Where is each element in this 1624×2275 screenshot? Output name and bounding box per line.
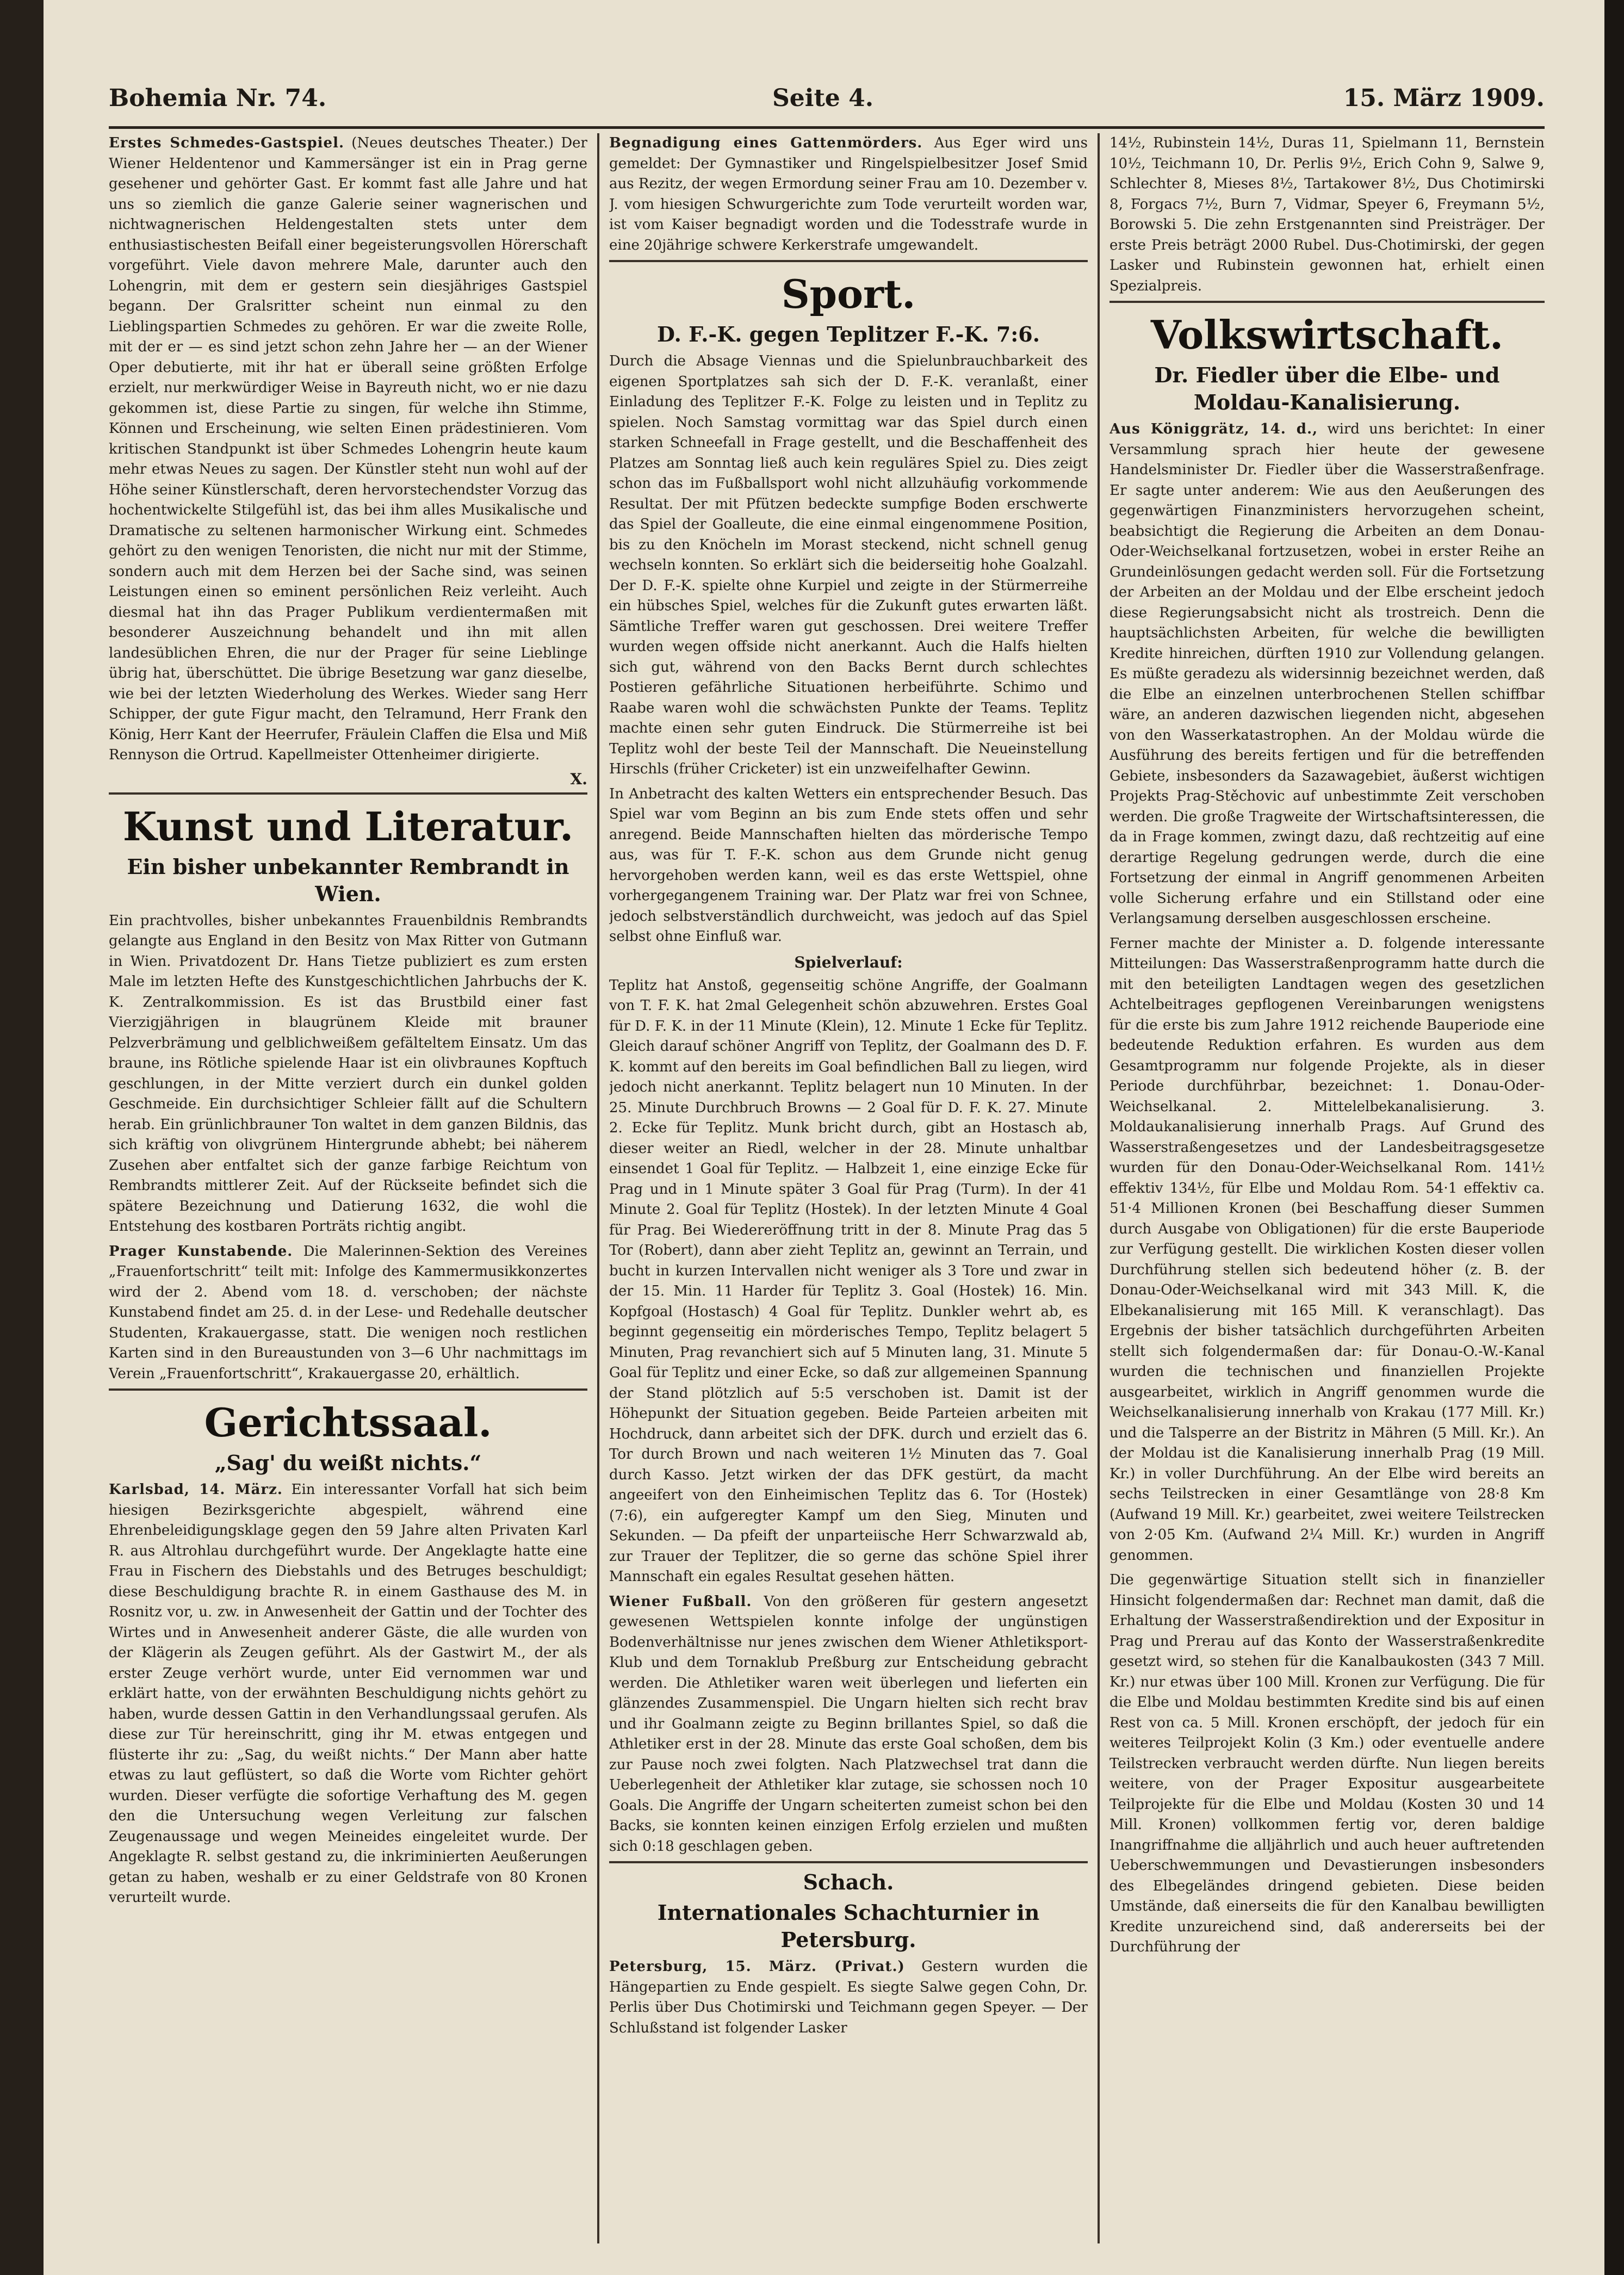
section-title-kunst: Kunst und Literatur. xyxy=(122,803,574,850)
article-headline-gericht: „Sag' du weißt nichts.“ xyxy=(214,1450,482,1475)
article-headline-kanalisierung: Dr. Fiedler über die Elbe- und Moldau-Kanalisierung. xyxy=(1154,363,1500,414)
header-page-number: Seite 4. xyxy=(772,84,874,112)
article-wiener-fussball xyxy=(609,1592,1088,1857)
article-signature: X. xyxy=(570,770,587,788)
article-body: Ein interessanter Vorfall hat sich beim hiesigen Bezirksgerichte abgespielt, während eine Ehrenbeleidigungsklage gegen den 59 Jahre alten Privaten Karl R. aus Altrohlau durchgeführt wurde. Der Angeklagte hatte eine Frau in Fischern des Diebstahls und des Betruges beschuldigt; diese Beschuldigung brachte R. in einem Gasthause des M. in Rosnitz vor, u. zw. in Anwesenheit der Gattin und der Tochter des Wirtes und in Anwesenheit anderer Gäste, die alle wurden von der Klägerin als Zeugen geführt. Als der Gastwirt M., der als erster Zeuge verhört wurde, unter Eid vernommen war und erklärt hatte, von der erwähnten Beschuldigung nichts gehört zu haben, wurde dessen Gattin in den Verhandlungssaal gerufen. Als diese zur Tür hereinschritt, ging ihr M. etwas entgegen und flüsterte ihr zu: „Sag, du weißt nichts.“ Der Mann aber hatte etwas zu laut geflüstert, so daß die Worte vom Richter gehört wurden. Dieser verfügte die sofortige Verhaftung des M. gegen den die Untersuchung wegen Verleitung zur falschen Zeugenaussage und wegen Meineides eingeleitet wurde. Der Angeklagte R. selbst gestand zu, die inkriminierten Aeußerungen getan zu haben, weshalb er zu einer Geldstrafe von 80 Kronen verurteilt wurde. xyxy=(109,1481,587,1906)
section-divider xyxy=(1109,301,1545,303)
article-kanalisierung-3: Die gegenwärtige Situation stellt sich in finanzieller Hinsicht folgendermaßen dar: Rechnet man damit, daß die Erhaltung der Wasserstraßendirektion und der Expositur in Prag und Prerau auf das Konto der Wasserstraßenkredite gesetzt wird, so stehen für die Kanalbaukosten (343 7 Mill. Kr.) nur etwas über 100 Mill. Kronen zur Verfügung. Die für die Elbe und Moldau bestimmten Kredite sind bis auf einen Rest von ca. 5 Mill. Kronen erschöpft, der jedoch für ein weiteres Teilprojekt Kolin (3 Km.) oder eventuelle andere Teilstrecken verbraucht werden dürfte. Nun liegen bereits weitere, von der Prager Expositur ausgearbeitete Teilprojekte für die Elbe und Moldau (Kosten 30 und 14 Mill. Kronen) vollkommen fertig vor, deren baldige Inangriffnahme die alljährlich und auch heuer auftretenden Ueberschwemmungen und Devastierungen insbesonders des Elbegeländes dringend gebieten. Diese beiden Umstände, daß einerseits die für den Kanalbau bewilligten Kredite unzureichend sind, daß andererseits bei der Durchführung der xyxy=(1109,1572,1545,1955)
header-issue: Bohemia Nr. 74. xyxy=(109,84,327,112)
article-headline-rembrandt: Ein bisher unbekannter Rembrandt in Wien. xyxy=(127,854,569,906)
column-1 xyxy=(109,133,587,2243)
article-kanalisierung xyxy=(1109,419,1545,929)
article-lead: Begnadigung eines Gattenmörders. xyxy=(609,135,923,151)
article-body: wird uns berichtet: In einer Versammlung sprach hier heute der gewesene Handelsminister Dr. Fiedler über die Wasserstraßenfrage. Er sagte unter anderem: Wie aus den Aeußerungen des gegenwärtigen Finanzministers hervorzugehen scheint, beabsichtigt die Regierung die Arbeiten an dem Donau-Oder-Weichselkanal fortzusetzen, wobei in erster Reihe an Grundeinlösungen gedacht werden soll. Für die Fortsetzung der Arbeiten an der Moldau und der Elbe erscheint jedoch diese Regierungsabsicht nicht als trostreich. Denn die hauptsächlichsten Arbeiten, für welche die bewilligten Kredite hinreichen, dürften 1910 zur Vollendung gelangen. Es müßte geradezu als widersinnig bezeichnet werden, daß die Elbe an einzelnen unterbrochenen Stellen schiffbar wäre, an anderen dazwischen liegenden nicht, abgesehen von den Wasserkatastrophen. An der Moldau würde die Ausführung des bereits fertigen und für die betreffenden Gebiete, insbesonders da Sazawagebiet, äußerst wichtigen Projekts Prag-Stěchovic auf unbestimmte Zeit verschoben werden. Die große Tragweite der Wirtschaftsinteressen, die da in Frage kommen, zwingt dazu, daß rechtzeitig auf eine derartige Regelung gedrungen werde, durch die eine Fortsetzung der einmal in Angriff genommenen Arbeiten volle Sicherung erfahre und ein Stillstand oder eine Verlangsamung derselben ausgeschlossen erscheine. xyxy=(1109,421,1545,927)
article-body: Gestern wurden die Hängepartien zu Ende gespielt. Es siegte Salwe gegen Cohn, Dr. Perlis über Dus Chotimirski und Teichmann gegen Speyer. — Der Schlußstand ist folgender Lasker xyxy=(609,1958,1088,2036)
article-begnadigung xyxy=(609,133,1088,256)
page-header xyxy=(109,84,1545,122)
column-2 xyxy=(609,133,1088,2243)
article-body: Von den größeren für gestern angesetzt gewesenen Wettspielen konnte infolge der ungünstigen Bodenverhältnisse nur jenes zwischen dem Wiener Athletiksport-Klub und dem Tornaklub Preßburg zur Entscheidung gebracht werden. Die Athletiker waren weit überlegen und lieferten ein glänzendes Zusammenspiel. Die Ungarn hielten sich recht brav und ihr Goalmann zeigte zu Beginn brillantes Spiel, so daß die Athletiker erst in der 28. Minute das erste Goal schoßen, dem bis zur Pause noch zwei folgten. Nach Platzwechsel trat dann die Ueberlegenheit der Athletiker klar zutage, sie schossen noch 10 Goals. Die Angriffe der Ungarn scheiterten zumeist schon bei den Backs, sie konnten keinen einzigen Erfolg erzielen und mußten sich 0:18 geschlagen geben. xyxy=(609,1593,1088,1855)
article-lead: Prager Kunstabende. xyxy=(109,1243,293,1260)
article-karlsbad xyxy=(109,1480,587,1908)
section-title-volkswirtschaft: Volkswirtschaft. xyxy=(1150,312,1504,358)
column-rule xyxy=(597,133,599,2243)
section-title-schach: Schach. xyxy=(803,1870,894,1894)
article-football-2: In Anbetracht des kalten Wetters ein entsprechender Besuch. Das Spiel war vom Beginn an bis zum Ende stets offen und sehr anregend. Beide Mannschaften hielten das mörderische Tempo aus, was für T. F.-K. schon aus dem Grunde nicht genug hervorgehoben werden kann, weil es das erste Wettspiel, ohne vorhergegangenem Training war. Der Platz war frei von Schnee, jedoch selbstverständlich durchweicht, was jedoch auf das Spiel selbst ohne Einfluß war. xyxy=(609,785,1088,945)
article-schach xyxy=(609,1957,1088,2038)
article-body: Die Malerinnen-Sektion des Vereines „Frauenfortschritt“ teilt mit: Infolge des Kammermusikkonzertes wird der 2. Abend vom 18. d. verschoben; der nächste Kunstabend findet am 25. d. in der Lese- und Redehalle deutscher Studenten, Krakauergasse, statt. Die wenigen noch restlichen Karten sind in den Bureaustunden von 3—6 Uhr nachmittags im Verein „Frauenfortschritt“, Krakauergasse 20, erhältlich. xyxy=(109,1243,587,1382)
column-rule xyxy=(1098,133,1100,2243)
section-divider xyxy=(609,260,1088,262)
section-title-sport: Sport. xyxy=(781,271,916,317)
section-title-gerichtssaal: Gerichtssaal. xyxy=(204,1399,492,1446)
section-divider xyxy=(109,792,587,795)
article-lead: Wiener Fußball. xyxy=(609,1593,752,1610)
article-body: Aus Eger wird uns gemeldet: Der Gymnastiker und Ringelspielbesitzer Josef Smid aus Rezitz, der wegen Ermordung seiner Frau am 10. Dezember v. J. vom hiesigen Schwurgerichte zum Tode verurteilt worden war, ist vom Kaiser begnadigt worden und die Todesstrafe wurde in eine 20jährige schwere Kerkerstrafe umgewandelt. xyxy=(609,135,1088,253)
article-lead: Erstes Schmedes-Gastspiel. xyxy=(109,135,344,151)
column-3 xyxy=(1109,133,1545,2243)
article-body: (Neues deutsches Theater.) Der Wiener Heldentenor und Kammersänger ist ein in Prag gerne gesehener und gehörter Gast. Er kommt fast alle Jahre und hat uns so ziemlich die ganze Galerie seiner wagnerischen und nichtwagnerischen Heldengestalten stets unter dem enthusiastischesten Beifall einer begeisterungsvollen Hörerschaft vorgeführt. Viele davon mehrere Male, darunter auch den Lohengrin, mit dem er gestern sein diesjähriges Gastspiel begann. Der Gralsritter scheint nun einmal zu den Lieblingspartien Schmedes zu gehören. Er war die zweite Rolle, mit der er — es sind jetzt schon zehn Jahre her — an der Wiener Oper debutierte, mit ihr hat er überall seine größten Erfolge erzielt, nur merkwürdiger Weise in Bayreuth nicht, wo er nie dazu gekommen ist, diese Partie zu singen, für welche ihn Stimme, Können und Erscheinung, wie selten Einen prädestinieren. Vom kritischen Standpunkt ist über Schmedes Lohengrin heute kaum mehr etwas Neues zu sagen. Der Künstler steht nun wohl auf der Höhe seiner Künstlerschaft, deren hervorstechendster Vorzug das hochentwickelte Stilgefühl ist, das bei ihm alles Musikalische und Dramatische zu seltenen harmonischer Wirkung eint. Schmedes gehört zu den wenigen Tenoristen, die nicht nur mit der Stimme, sondern auch mit dem Herzen bei der Sache sind, was seinen Leistungen einen so eminent persönlichen Reiz verleiht. Auch diesmal hat ihn das Prager Publikum verdientermaßen mit besonderer Auszeichnung behandelt und ihn mit allen landesüblichen Ehren, die nur der Prager für seine Lieblinge übrig hat, überschüttet. Die übrige Besetzung war ganz dieselbe, wie bei der letzten Wiederholung des Werkes. Wieder sang Herr Schipper, der gute Figur macht, den Telramund, Herr Frank den König, Herr Kant der Heerrufer, Fräulein Claffen die Elsa und Miß Rennyson die Ortrud. Kapellmeister Ottenheimer dirigierte. xyxy=(109,135,587,763)
article-headline-football: D. F.-K. gegen Teplitzer F.-K. 7:6. xyxy=(657,322,1040,346)
article-lead: Petersburg, 15. März. (Privat.) xyxy=(609,1958,905,1975)
scan-border xyxy=(0,0,44,2275)
article-lead: Aus Königgrätz, 14. d., xyxy=(1109,421,1318,437)
article-spielverlauf: Teplitz hat Anstoß, gegenseitig schöne Angriffe, der Goalmann von T. F. K. hat 2mal Gelegenheit schön abzuwehren. Erstes Goal für D. F. K. in der 11 Minute (Klein), 12. Minute 1 Ecke für Teplitz. Gleich darauf schöner Angriff von Teplitz, der Goalmann des D. F. K. kommt auf den bereits im Goal befindlichen Ball zu liegen, wird jedoch nicht anerkannt. Teplitz belagert nun 10 Minuten. In der 25. Minute Durchbruch Browns — 2 Goal für D. F. K. 27. Minute 2. Ecke für Teplitz. Munk bricht durch, gibt an Hostasch ab, dieser weiter an Riedl, welcher in der 28. Minute unhaltbar einsendet 1 Goal für Teplitz. — Halbzeit 1, eine einzige Ecke für Prag und in 1 Minute später 3 Goal für Prag (Turm). In der 41 Minute 2. Goal für Teplitz (Hostek). In der letzten Minute 4 Goal für Prag. Bei Wiedereröffnung tritt in der 8. Minute Prag das 5 Tor (Robert), dann aber zieht Teplitz an, gewinnt an Terrain, und bucht in kurzen Intervallen nicht weniger als 3 Tore und zwar in der 15. Min. 11 Harder für Teplitz 3. Goal (Hostek) 16. Min. Kopfgoal (Hostasch) 4 Goal für Teplitz. Dunkler wehrt ab, es beginnt gegenseitig ein mörderisches Tempo, Teplitz belagert 5 Minuten, Prag revanchiert sich auf 5 Minuten lang, 31. Minute 5 Goal für Teplitz und einer Ecke, so daß zur allgemeinen Spannung der Stand plötzlich auf 5:5 verschoben ist. Damit ist der Höhepunkt der Situation gegeben. Beide Parteien arbeiten mit Hochdruck, dann arbeitet sich der DFK. durch und erzielt das 6. Tor durch Brown und nach weiteren 1½ Minuten das 7. Goal durch Kasso. Jetzt wirken der das DFK gestürt, da macht angeeifert von den Einheimischen Teplitz das 6. Tor (Hostek) (7:6), ein aufgeregter Kampf um den Sieg, Minuten und Sekunden. — Da pfeift der unparteiische Herr Schwarzwald ab, zur Trauer der Teplitzer, die so gerne das schöne Spiel ihrer Mannschaft ein egales Resultat gesehen hätten. xyxy=(609,977,1088,1585)
section-divider xyxy=(609,1861,1088,1863)
article-lead: Karlsbad, 14. März. xyxy=(109,1481,283,1498)
spielverlauf-heading: Spielverlauf: xyxy=(794,953,903,971)
header-date: 15. März 1909. xyxy=(1343,84,1545,112)
article-football: Durch die Absage Viennas und die Spielunbrauchbarkeit des eigenen Sportplatzes sah sich der D. F.-K. veranlaßt, einer Einladung des Teplitzer F.-K. Folge zu leisten und in Teplitz zu spielen. Noch Samstag vormittag war das Spiel durch einen starken Schneefall in Frage gestellt, und die Beschaffenheit des Platzes am Sonntag ließ auch kein reguläres Spiel zu. Dies zeigt schon das im Fußballsport wohl nicht allzuhäufig vorkommende Resultat. Der mit Pfützen bedeckte sumpfige Boden erschwerte das Spiel der Goalleute, die eine einmal eingenommene Position, bis zu den Knöcheln im Morast steckend, nicht schnell genug wechseln konnten. So erklärt sich die beiderseitig hohe Goalzahl. Der D. F.-K. spielte ohne Kurpiel und zeigte in der Stürmerreihe ein hübsches Spiel, welches für die Zukunft gutes erwarten läßt. Sämtliche Treffer waren gut geschossen. Drei weitere Treffer wurden wegen offside nicht anerkannt. Auch die Halfs hielten sich gut, während von den Backs Bernt durch schlechtes Postieren gefährliche Situationen herbeiführte. Schimo und Raabe waren wohl die schwächsten Punkte der Teams. Teplitz machte einen sehr guten Eindruck. Die Stürmerreihe ist bei Teplitz wohl der beste Teil der Mannschaft. Die Neueinstellung Hirschls (früher Cricketer) ist ein unzweifelhafter Gewinn. xyxy=(609,353,1088,777)
article-schmedes xyxy=(109,133,587,766)
article-kunstabende xyxy=(109,1242,587,1385)
section-divider xyxy=(109,1388,587,1391)
article-kanalisierung-2: Ferner machte der Minister a. D. folgende interessante Mitteilungen: Das Wasserstraßenprogramm hatte durch die mit den beteiligten Landtagen wegen des gesetzlichen Achtelbeitrages gepflogenen Vereinbarungen wenigstens für die erste bis zum Jahre 1912 reichende Bauperiode eine bedeutende Reduktion erfahren. Es wurden aus dem Gesamtprogramm nur folgende Projekte, als in dieser Periode durchführbar, bezeichnet: 1. Donau-Oder-Weichselkanal. 2. Mittelelbekanalisierung. 3. Moldaukanalisierung innerhalb Prags. Auf Grund des Wasserstraßengesetzes und der Landesbeitragsgesetze wurden für den Donau-Oder-Weichselkanal Rom. 141½ effektiv 134½, für Elbe und Moldau Rom. 54·1 effektiv ca. 51·4 Millionen Kronen (bei Beschaffung dieser Summen durch Ausgabe von Obligationen) für die erste Bauperiode zur Verfügung gestellt. Die wirklichen Kosten dieser vollen Durchführung stellen sich bedeutend höher (z. B. der Donau-Oder-Weichselkanal wird mit 343 Mill. K, die Elbekanalisierung mit 165 Mill. K veranschlagt). Das Ergebnis der bisher tatsächlich durchgeführten Arbeiten stellt sich folgendermaßen dar: für Donau-O.-W.-Kanal wurden die technischen und finanziellen Projekte ausgearbeitet, wirklich in Angriff genommen wurde die Weichselkanalisierung innerhalb von Krakau (177 Mill. Kr.) und die Talsperre an der Bistritz in Mähren (5 Mill. Kr.). An der Moldau ist die Kanalisierung innerhalb Prag (19 Mill. Kr.) in voller Durchführung. An der Elbe wird bereits an sechs Teilstrecken in einer Gesamtlänge von 28·8 Km (Aufwand 19 Mill. Kr.) gearbeitet, zwei weitere Teilstrecken von 2·05 Km. (Aufwand 2¼ Mill. Kr.) wurden in Angriff genommen. xyxy=(1109,935,1545,1564)
article-schach-continued: 14½, Rubinstein 14½, Duras 11, Spielmann 11, Bernstein 10½, Teichmann 10, Dr. Perlis 9½, Erich Cohn 9, Salwe 9, Schlechter 8, Mieses 8½, Tartakower 8½, Dus Chotimirski 8, Forgacs 7½, Burn 7, Vidmar, Speyer 6, Freymann 5½, Borowski 5. Die zehn Erstgenannten sind Preisträger. Der erste Preis beträgt 2000 Rubel. Dus-Chotimirski, der gegen Lasker und Rubinstein gewonnen hat, erhielt einen Spezialpreis. xyxy=(1109,135,1545,294)
article-rembrandt: Ein prachtvolles, bisher unbekanntes Frauenbildnis Rembrandts gelangte aus England in den Besitz von Max Ritter von Gutmann in Wien. Privatdozent Dr. Hans Tietze publiziert es zum ersten Male im letzten Hefte des Kunstgeschichtlichen Jahrbuchs der K. K. Zentralkommission. Es ist das Brustbild einer fast Vierzigjährigen in blaugrünem Kleide mit brauner Pelzverbrämung und gelblichweißem gefälteltem Einsatz. Um das braune, ins Rötliche spielende Haar ist ein olivbraunes Kopftuch geschlungen, in der Mitte verziert durch ein dunkel golden Geschmeide. Ein durchsichtiger Schleier fällt auf die Schultern herab. Ein grünlichbrauner Ton waltet in dem ganzen Bildnis, das sich kräftig von olivgrünem Hintergrunde abhebt; bei näherem Zusehen aber entfaltet sich der ganze farbige Reichtum von Rembrandts mittlerer Zeit. Auf der Rückseite befindet sich die spätere Bezeichnung und Datierung 1632, die wohl die Entstehung des kostbaren Porträts richtig angibt. xyxy=(109,912,587,1235)
article-headline-schachturnier: Internationales Schachturnier in Petersburg. xyxy=(657,1900,1040,1952)
header-rule xyxy=(109,126,1545,129)
